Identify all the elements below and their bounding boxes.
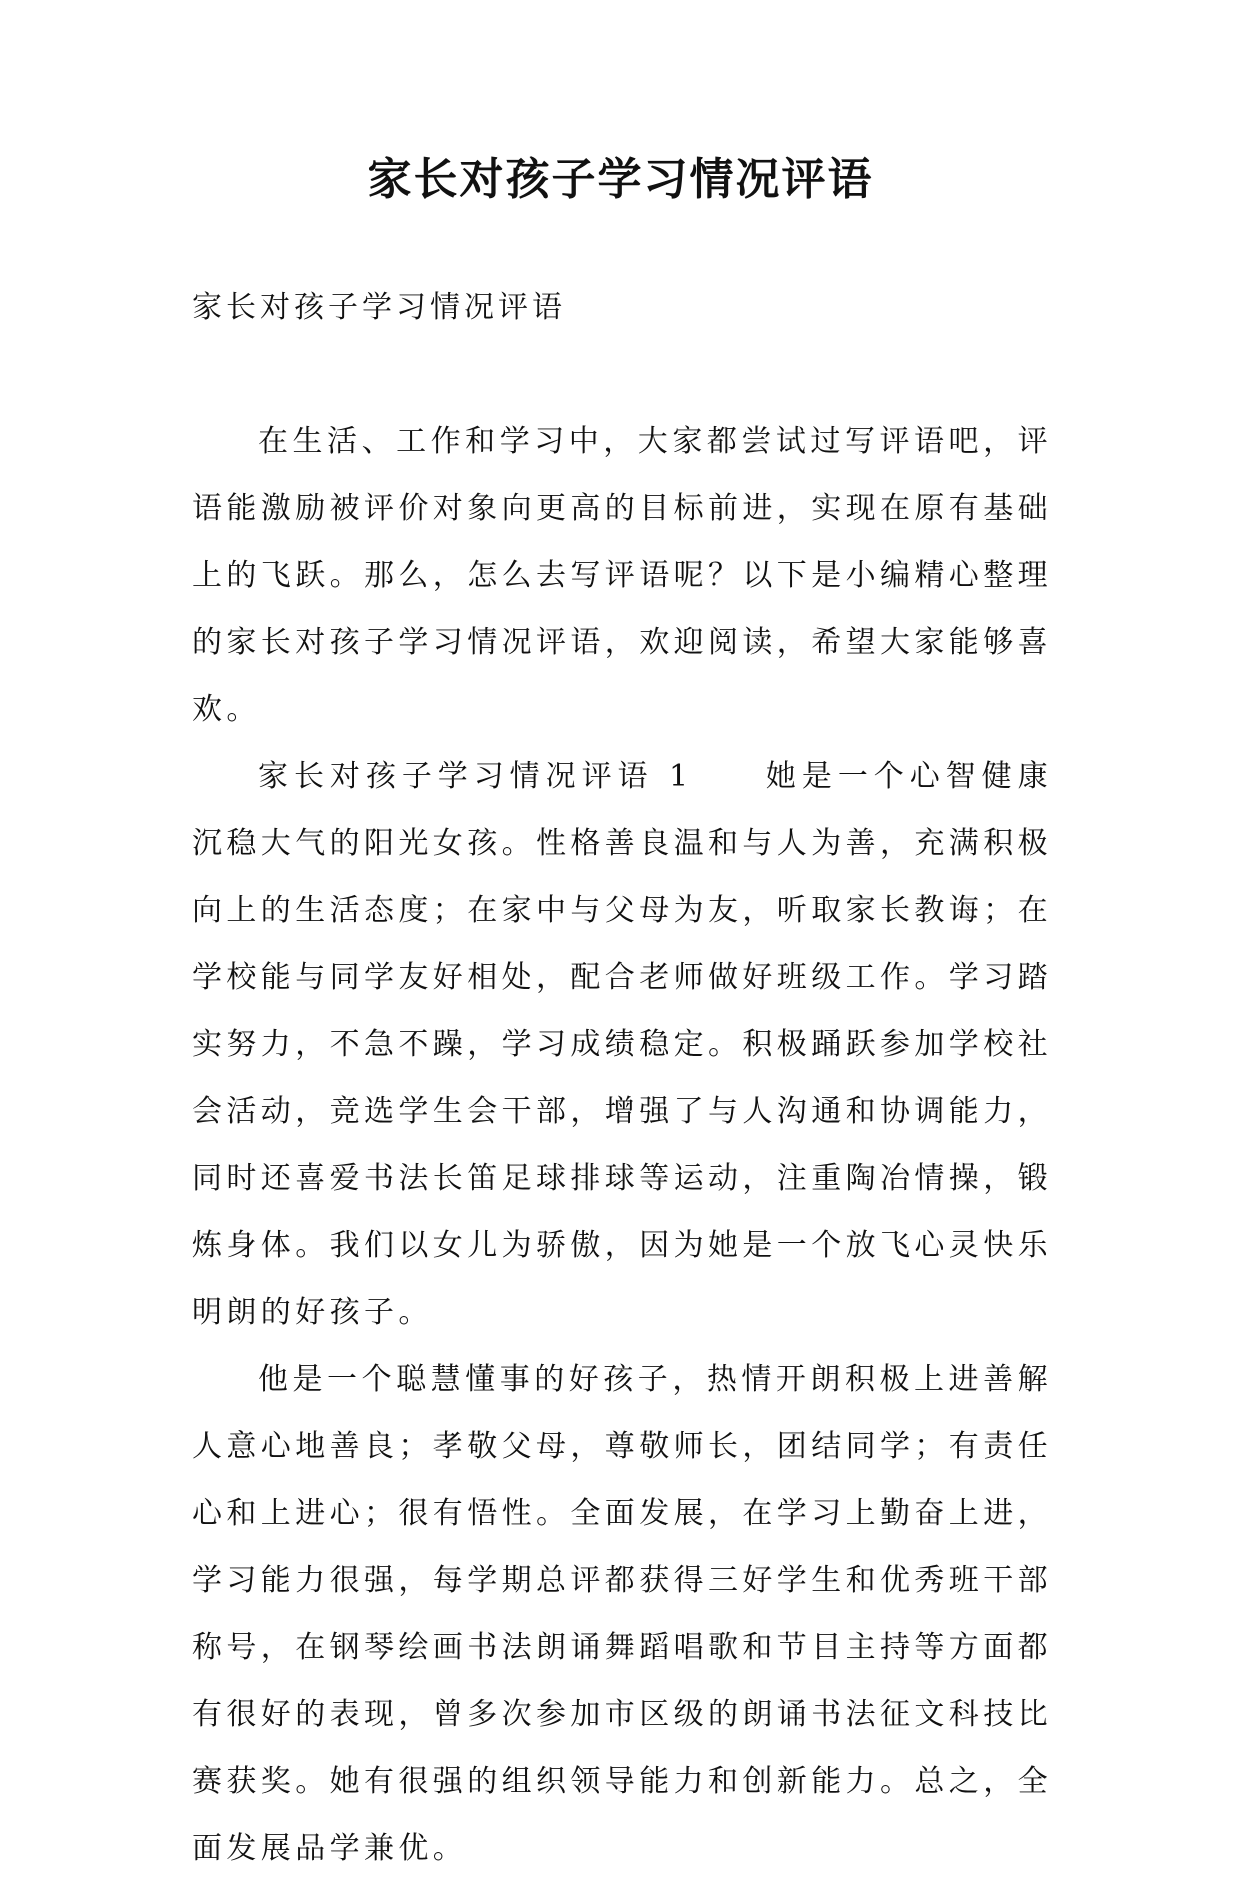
document-title: 家长对孩子学习情况评语 xyxy=(367,154,874,205)
document-body xyxy=(192,408,1052,1882)
document-subtitle: 家长对孩子学习情况评语 xyxy=(192,290,566,325)
paragraph-intro: 在生活、工作和学习中，大家都尝试过写评语吧，评语能激励被评价对象向更高的目标前进，实现在原有基础上的飞跃。那么，怎么去写评语呢？以下是小编精心整理的家长对孩子学习情况评语，欢迎阅读，希望大家能够喜欢。 xyxy=(192,424,1052,727)
paragraph-comment-2: 他是一个聪慧懂事的好孩子，热情开朗积极上进善解人意心地善良；孝敬父母，尊敬师长，团结同学；有责任心和上进心；很有悟性。全面发展，在学习上勤奋上进，学习能力很强，每学期总评都获得三好学生和优秀班干部称号，在钢琴绘画书法朗诵舞蹈唱歌和节目主持等方面都有很好的表现，曾多次参加市区级的朗诵书法征文科技比赛获奖。她有很强的组织领导能力和创新能力。总之，全面发展品学兼优。 xyxy=(192,1362,1052,1866)
paragraph-comment-1: 家长对孩子学习情况评语 1 她是一个心智健康沉稳大气的阳光女孩。性格善良温和与人为善，充满积极向上的生活态度；在家中与父母为友，听取家长教诲；在学校能与同学友好相处，配合老师做好班级工作。学习踏实努力，不急不躁，学习成绩稳定。积极踊跃参加学校社会活动，竞选学生会干部，增强了与人沟通和协调能力，同时还喜爱书法长笛足球排球等运动，注重陶冶情操，锻炼身体。我们以女儿为骄傲，因为她是一个放飞心灵快乐明朗的好孩子。 xyxy=(192,759,1052,1330)
